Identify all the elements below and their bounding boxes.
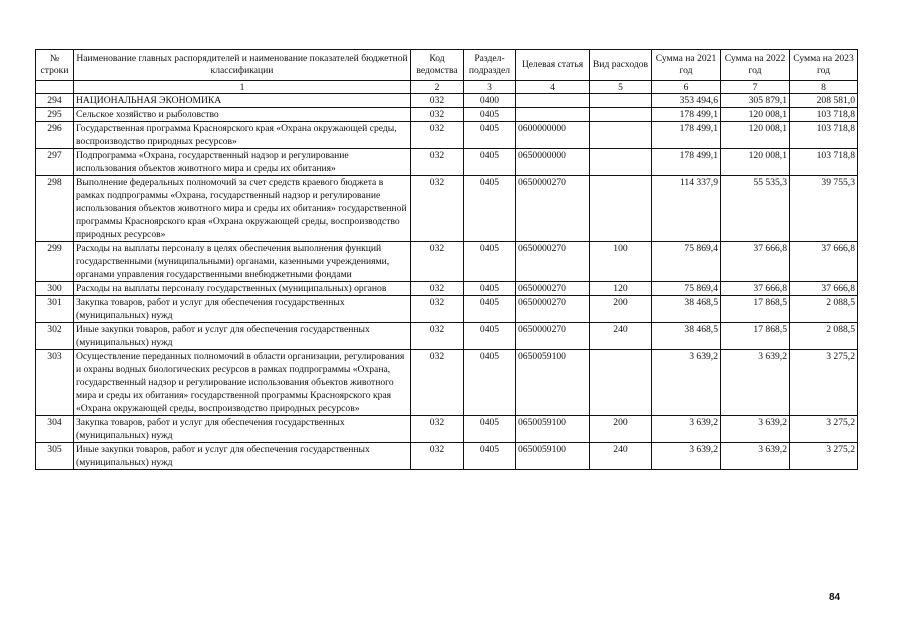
- row-expense-type: 200: [590, 416, 652, 443]
- row-number: 304: [36, 416, 74, 443]
- table-row: [36, 242, 858, 282]
- table-row: [36, 350, 858, 416]
- row-name: Расходы на выплаты персоналу государственных (муниципальных) органов: [74, 282, 411, 296]
- row-dept-code: 032: [411, 108, 464, 122]
- row-section: 0405: [464, 149, 516, 176]
- row-name: Сельское хозяйство и рыболовство: [74, 108, 411, 122]
- table-row: [36, 108, 858, 122]
- row-sum-2022: 17 868,5: [721, 296, 790, 323]
- row-expense-type: 240: [590, 443, 652, 470]
- row-sum-2022: 120 008,1: [721, 149, 790, 176]
- table-header: [36, 50, 858, 94]
- row-target: [516, 108, 590, 122]
- row-sum-2023: 3 275,2: [790, 443, 858, 470]
- row-name: Закупка товаров, работ и услуг для обеспечения государственных (муниципальных) нужд: [74, 416, 411, 443]
- table-row: [36, 149, 858, 176]
- table-row: [36, 122, 858, 149]
- row-name: Выполнение федеральных полномочий за счет средств краевого бюджета в рамках подпрограммы «Охрана, государственный надзор и регулирование использования объектов животного мира и среды их обитания» государственной программы Красноярского края «Охрана окружающей среды, воспроизводство природных ресурсов»: [74, 176, 411, 242]
- row-target: 0650000000: [516, 149, 590, 176]
- row-sum-2023: 208 581,0: [790, 94, 858, 108]
- column-number: 6: [652, 81, 721, 94]
- row-dept-code: 032: [411, 282, 464, 296]
- row-section: 0405: [464, 176, 516, 242]
- row-name: Осуществление переданных полномочий в области организации, регулирования и охраны водных биологических ресурсов в рамках подпрограммы «Охрана, государственный надзор и регулирование использования объектов животного мира и среды их обитания» государственной программы Красноярского края «Охрана окружающей среды, воспроизводство природных ресурсов»: [74, 350, 411, 416]
- row-name: Иные закупки товаров, работ и услуг для обеспечения государственных (муниципальных) нужд: [74, 323, 411, 350]
- budget-table: [35, 49, 858, 470]
- header-section: Раздел-подраздел: [464, 50, 516, 81]
- row-number: 294: [36, 94, 74, 108]
- column-number: 2: [411, 81, 464, 94]
- column-number: 4: [516, 81, 590, 94]
- row-number: 301: [36, 296, 74, 323]
- column-number: 3: [464, 81, 516, 94]
- row-sum-2022: 37 666,8: [721, 282, 790, 296]
- row-expense-type: [590, 149, 652, 176]
- row-target: 0650000270: [516, 176, 590, 242]
- row-sum-2023: 3 275,2: [790, 416, 858, 443]
- row-sum-2023: 37 666,8: [790, 282, 858, 296]
- row-section: 0405: [464, 443, 516, 470]
- row-dept-code: 032: [411, 323, 464, 350]
- row-sum-2022: 120 008,1: [721, 122, 790, 149]
- table-row: [36, 323, 858, 350]
- row-dept-code: 032: [411, 416, 464, 443]
- row-sum-2023: 2 088,5: [790, 323, 858, 350]
- table-row: [36, 416, 858, 443]
- row-target: 0650000270: [516, 323, 590, 350]
- header-sum-2022: Сумма на 2022 год: [721, 50, 790, 81]
- header-target: Целевая статья: [516, 50, 590, 81]
- row-section: 0405: [464, 242, 516, 282]
- row-section: 0405: [464, 108, 516, 122]
- row-expense-type: [590, 94, 652, 108]
- column-number-row: [36, 81, 858, 94]
- row-sum-2022: 55 535,3: [721, 176, 790, 242]
- row-dept-code: 032: [411, 296, 464, 323]
- row-sum-2021: 178 499,1: [652, 108, 721, 122]
- header-row-no: № строки: [36, 50, 74, 81]
- column-number: 8: [790, 81, 858, 94]
- row-expense-type: [590, 108, 652, 122]
- header-name: Наименование главных распорядителей и наименование показателей бюджетной классификации: [74, 50, 411, 81]
- row-target: 0650000270: [516, 242, 590, 282]
- row-sum-2022: 3 639,2: [721, 416, 790, 443]
- row-name: Государственная программа Красноярского края «Охрана окружающей среды, воспроизводство природных ресурсов»: [74, 122, 411, 149]
- row-sum-2021: 38 468,5: [652, 296, 721, 323]
- row-number: 305: [36, 443, 74, 470]
- row-sum-2022: 37 666,8: [721, 242, 790, 282]
- row-sum-2021: 353 494,6: [652, 94, 721, 108]
- row-sum-2021: 178 499,1: [652, 122, 721, 149]
- table-row: [36, 94, 858, 108]
- row-name: Подпрограмма «Охрана, государственный надзор и регулирование использования объектов животного мира и среды их обитания»: [74, 149, 411, 176]
- row-expense-type: [590, 350, 652, 416]
- row-expense-type: 200: [590, 296, 652, 323]
- row-number: 300: [36, 282, 74, 296]
- row-sum-2022: 305 879,1: [721, 94, 790, 108]
- row-expense-type: [590, 122, 652, 149]
- row-section: 0405: [464, 350, 516, 416]
- row-number: 299: [36, 242, 74, 282]
- row-number: 297: [36, 149, 74, 176]
- row-target: 0650059100: [516, 350, 590, 416]
- column-number: 1: [74, 81, 411, 94]
- row-target: [516, 94, 590, 108]
- row-number: 298: [36, 176, 74, 242]
- column-number: 5: [590, 81, 652, 94]
- header-expense-type: Вид расходов: [590, 50, 652, 81]
- row-dept-code: 032: [411, 350, 464, 416]
- row-sum-2021: 3 639,2: [652, 416, 721, 443]
- row-name: НАЦИОНАЛЬНАЯ ЭКОНОМИКА: [74, 94, 411, 108]
- row-expense-type: [590, 176, 652, 242]
- column-number: [36, 81, 74, 94]
- row-sum-2021: 3 639,2: [652, 350, 721, 416]
- header-dept-code: Код ведомства: [411, 50, 464, 81]
- row-target: 0650059100: [516, 416, 590, 443]
- row-sum-2022: 3 639,2: [721, 443, 790, 470]
- row-expense-type: 120: [590, 282, 652, 296]
- row-number: 295: [36, 108, 74, 122]
- row-number: 303: [36, 350, 74, 416]
- row-number: 302: [36, 323, 74, 350]
- table-row: [36, 176, 858, 242]
- row-dept-code: 032: [411, 122, 464, 149]
- row-name: Расходы на выплаты персоналу в целях обеспечения выполнения функций государственными (муниципальными) органами, казенными учреждениями, органами управления государственными внебюджетными фондами: [74, 242, 411, 282]
- row-sum-2021: 38 468,5: [652, 323, 721, 350]
- table-row: [36, 282, 858, 296]
- row-dept-code: 032: [411, 242, 464, 282]
- row-target: 0650059100: [516, 443, 590, 470]
- table-body: [36, 94, 858, 470]
- row-section: 0405: [464, 296, 516, 323]
- row-sum-2023: 37 666,8: [790, 242, 858, 282]
- row-dept-code: 032: [411, 94, 464, 108]
- row-sum-2022: 17 868,5: [721, 323, 790, 350]
- row-section: 0405: [464, 122, 516, 149]
- table-row: [36, 296, 858, 323]
- row-sum-2023: 103 718,8: [790, 149, 858, 176]
- page-number: 84: [829, 592, 841, 603]
- row-target: 0650000270: [516, 282, 590, 296]
- row-sum-2021: 75 869,4: [652, 242, 721, 282]
- row-sum-2021: 3 639,2: [652, 443, 721, 470]
- row-target: 0650000270: [516, 296, 590, 323]
- row-sum-2023: 103 718,8: [790, 122, 858, 149]
- row-sum-2021: 178 499,1: [652, 149, 721, 176]
- row-sum-2023: 3 275,2: [790, 350, 858, 416]
- row-section: 0405: [464, 282, 516, 296]
- header-sum-2023: Сумма на 2023 год: [790, 50, 858, 81]
- row-section: 0400: [464, 94, 516, 108]
- row-sum-2023: 39 755,3: [790, 176, 858, 242]
- row-sum-2023: 2 088,5: [790, 296, 858, 323]
- header-sum-2021: Сумма на 2021 год: [652, 50, 721, 81]
- table-row: [36, 443, 858, 470]
- row-sum-2023: 103 718,8: [790, 108, 858, 122]
- row-dept-code: 032: [411, 149, 464, 176]
- row-expense-type: 100: [590, 242, 652, 282]
- row-sum-2021: 75 869,4: [652, 282, 721, 296]
- row-sum-2021: 114 337,9: [652, 176, 721, 242]
- row-section: 0405: [464, 416, 516, 443]
- row-section: 0405: [464, 323, 516, 350]
- row-dept-code: 032: [411, 443, 464, 470]
- row-dept-code: 032: [411, 176, 464, 242]
- row-sum-2022: 3 639,2: [721, 350, 790, 416]
- row-sum-2022: 120 008,1: [721, 108, 790, 122]
- row-expense-type: 240: [590, 323, 652, 350]
- row-number: 296: [36, 122, 74, 149]
- row-name: Закупка товаров, работ и услуг для обеспечения государственных (муниципальных) нужд: [74, 296, 411, 323]
- column-number: 7: [721, 81, 790, 94]
- row-name: Иные закупки товаров, работ и услуг для обеспечения государственных (муниципальных) нужд: [74, 443, 411, 470]
- row-target: 0600000000: [516, 122, 590, 149]
